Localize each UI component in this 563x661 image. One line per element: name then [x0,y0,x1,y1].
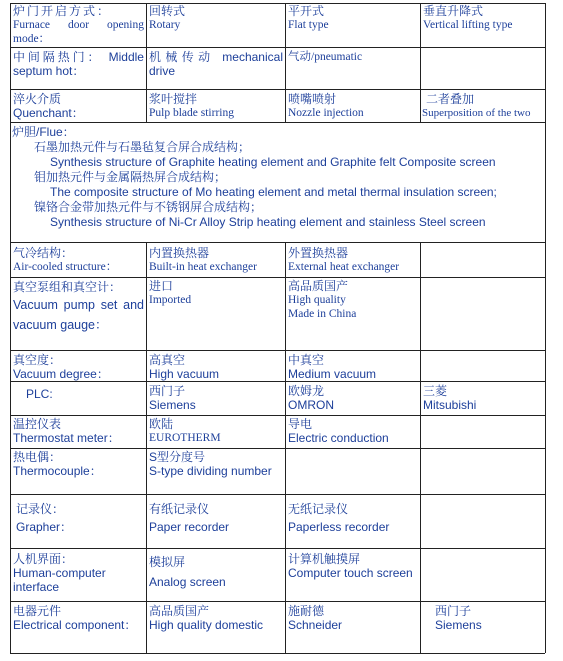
quenchant-option-nozzle [286,92,420,122]
thermostat-label [11,417,146,448]
option-zh: 中真空 [288,353,325,367]
option-en: Siemens [149,398,196,412]
air-cooled-option-external [286,246,420,277]
thermocouple-option-stype [147,450,285,494]
label-zh: 记录仪： [16,502,65,516]
thermostat-option-eurotherm [147,417,285,448]
option-en: Vertical lifting type [423,19,513,31]
option-zh: 二者叠加 [426,92,475,106]
label-zh: 气冷结构： [13,246,74,260]
label-en: Electrical component： [13,618,137,632]
option-en: Siemens [435,618,482,632]
label-en: Middle septum hot： [13,50,144,78]
plc-option-siemens [147,384,285,415]
flue-item-zh: 钼加热元件与金属隔热屏合成结构； [34,170,227,184]
thermostat-option-conduction [286,417,420,448]
label-en: Quenchant： [13,106,84,120]
label-en: Human-computer interface [13,566,106,594]
grapher-label [14,500,146,548]
option-en: Medium vacuum [288,367,377,381]
electrical-option-siemens [421,604,545,653]
vacuum-pump-option-imported [147,279,285,350]
label-en: Thermostat meter： [13,431,120,445]
spec-table [10,3,545,653]
air-cooled-option-builtin [147,246,285,277]
grid-line [420,242,421,653]
option-en: Rotary [149,19,181,31]
option-en: Paper recorder [149,520,230,534]
option-zh: 高品质国产 [149,604,210,618]
middle-septum-label [11,50,146,89]
flue-item-en: Synthesis structure of Graphite heating element and Graphite felt Composite screen [50,155,496,169]
option-en: External heat exchanger [288,261,400,273]
electrical-option-schneider [286,604,420,653]
option-en: S-type dividing number [149,464,272,478]
option-en: High quality [288,294,346,306]
quenchant-option-stirring [147,92,285,122]
label-en: Air-cooled structure： [13,261,118,273]
grid-line [10,242,545,243]
option-en: High quality domestic [149,618,264,632]
option-zh: 高品质国产 [288,279,349,293]
option-en: Superposition of the two [422,107,531,119]
label-en: Vacuum degree： [13,367,109,381]
option-zh: 平开式 [288,4,325,18]
furnace-door-option-flat [286,4,420,47]
option-zh: 三菱 [423,384,448,398]
option-zh: 有纸记录仪 [149,502,210,516]
option-zh: 喷嘴喷射 [288,92,337,106]
option-zh: 施耐德 [288,604,325,618]
option-en: Imported [149,294,192,306]
flue-item-en: The composite structure of Mo heating element and metal thermal insulation screen; [50,185,497,199]
label-en: Furnace door opening mode： [13,19,144,45]
label-zh: 电器元件 [13,604,62,618]
option-en: Pulp blade stirring [149,107,234,119]
option-zh: 模拟屏 [149,555,186,569]
flue-item-en: Synthesis structure of Ni-Cr Alloy Strip heating element and stainless Steel screen [50,215,486,229]
option-en: Nozzle injection [288,107,364,119]
option-zh: S型分度号 [149,450,206,464]
grapher-option-paperless [286,500,420,548]
label-en: Vacuum pump set and vacuum gauge： [13,298,144,332]
plc-label: PLC: [26,387,53,401]
air-cooled-label [11,246,146,277]
grid-line [10,448,545,449]
option-zh: 无纸记录仪 [288,502,349,516]
option-en: Made in China [288,308,357,320]
label-zh: 真空度： [13,353,62,367]
grid-line [10,415,545,416]
grid-line [10,381,545,382]
option-zh: 进口 [149,279,174,293]
option-zh: 内置换热器 [149,246,210,260]
grid-line [10,89,545,90]
grid-line [10,350,545,351]
option-en: Electric conduction [288,431,389,445]
label-zh: 人机界面： [13,552,74,566]
hmi-option-analog [147,552,285,601]
option-en: Computer touch screen [288,566,413,580]
label-zh: 真空泵组和真空计： [13,280,122,294]
vacuum-pump-option-domestic [286,279,420,350]
grapher-option-paper [147,500,285,548]
vacuum-pump-label [11,279,146,350]
option-en: Built-in heat exchanger [149,261,257,273]
grid-line [10,47,545,48]
flue-item-zh: 石墨加热元件与石墨毡复合屏合成结构； [34,140,251,154]
grid-line [10,122,545,123]
label-zh: 中间隔热门： [13,50,103,64]
electrical-label [11,604,146,653]
vacuum-degree-option-high [147,353,285,381]
quenchant-option-superposition [421,92,545,122]
vacuum-degree-option-medium [286,353,420,381]
option-zh: 西门子 [435,604,472,618]
option-zh: 回转式 [149,4,186,18]
flue-item-zh: 镍铬合金带加热元件与不锈钢屏合成结构； [34,200,263,214]
middle-septum-option-mechanical: 机械传动 mechanical drive [149,50,283,78]
furnace-door-label [11,4,146,47]
flue-section [12,125,542,230]
plc-option-mitsubishi [421,384,545,415]
label-zh: 炉门开启方式： [13,4,112,18]
hmi-label [11,552,146,601]
grid-line [10,601,545,602]
option-en: Flat type [288,19,329,31]
furnace-door-option-vertical [421,4,545,47]
electrical-option-domestic [147,604,285,653]
thermocouple-label [11,450,146,494]
option-zh: 高真空 [149,353,186,367]
option-zh: 欧陆 [149,417,174,431]
option-zh: 西门子 [149,384,186,398]
label-zh: 温控仪表 [13,417,62,431]
option-zh: 垂直升降式 [423,4,484,18]
option-en: Schneider [288,618,343,632]
middle-septum-option-pneumatic: 气动/pneumatic [288,51,363,63]
grid-line [10,277,545,278]
grid-line [545,3,546,653]
option-zh: 欧姆龙 [288,384,325,398]
option-zh: 计算机触摸屏 [288,552,361,566]
grid-line [10,494,545,495]
label-zh: 热电偶： [13,450,62,464]
option-en: Analog screen [149,575,226,589]
furnace-door-option-rotary [147,4,285,47]
plc-option-omron [286,384,420,415]
option-zh: 导电 [288,417,313,431]
grid-line [10,653,545,654]
option-en: EUROTHERM [149,432,221,444]
option-en: High vacuum [149,367,220,381]
option-en: Paperless recorder [288,520,390,534]
label-zh: 淬火介质 [13,92,62,106]
quenchant-label [11,92,146,122]
label-en: Thermocouple： [13,464,102,478]
vacuum-degree-label [11,353,146,381]
option-zh: 浆叶搅拌 [149,92,198,106]
label-en: Grapher： [16,520,73,534]
hmi-option-touchscreen [286,552,420,601]
grid-line [10,548,545,549]
option-en: Mitsubishi [423,398,477,412]
option-en: OMRON [288,398,334,412]
option-zh: 外置换热器 [288,246,349,260]
flue-label: 炉胆/Flue： [12,125,75,139]
label-text [13,50,144,78]
